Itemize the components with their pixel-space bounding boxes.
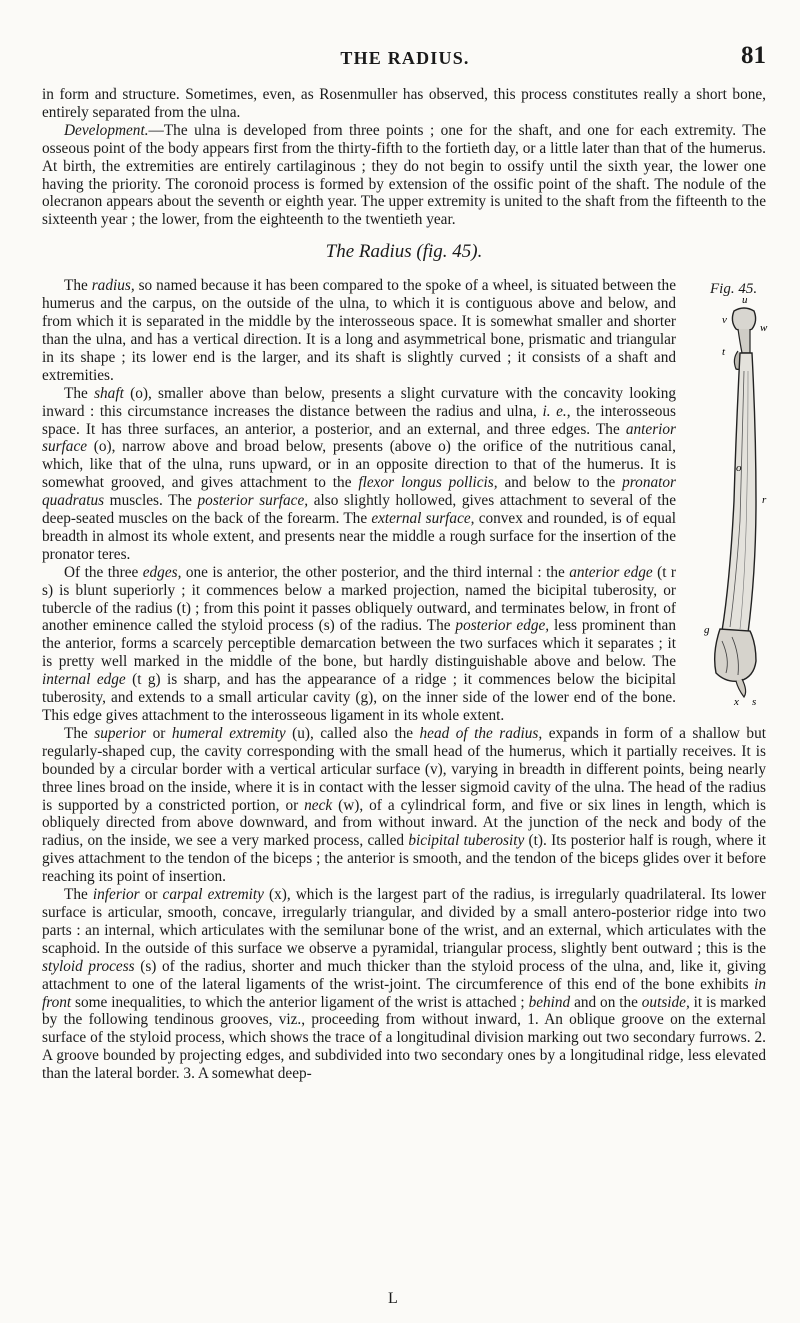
paragraph-edges: Of the three edges, one is anterior, the other posterior, and the third internal : the anterior edge (t r s) is blunt superiorly ; it commences below a marked projection, named the bicipital tuberosity, or tubercle of the radius (t) ; from this point it passes obliquely outward, and terminates below, in front of another eminence called the styloid process (s) of the radius. The posterior edge, less prominent than the anterior, forms a scarcely perceptible demarcation between the two surfaces which it separates ; it is pretty well marked in the middle of the bone, but hardly distinguishable above and below. The internal edge (t g) is sharp, and has the appearance of a ridge ; it commences below the bicipital tuberosity, and extends to a small articular cavity (g), on the inner side of the lower end of the bone. This edge gives attachment to the interosseous ligament in its whole extent. bbox=[42, 563, 677, 724]
radius-shaft bbox=[722, 353, 756, 633]
styloid-process bbox=[736, 679, 746, 697]
radius-bone-illustration bbox=[682, 281, 774, 711]
figure-label: Fig. 45. bbox=[710, 281, 758, 298]
paragraph-inferior-extremity: The inferior or carpal extremity (x), which is the largest part of the radius, is irregularly quadrilateral. Its lower surface is articular, smooth, concave, irregularly triangular, and divided by a small antero-posterior ridge into two parts : an internal, which articulates with the semilunar bone of the wrist, and an external, which articulates with the scaphoid. In the outside of this surface we observe a pyramidal, triangular process, slightly bent outward ; this is the styloid process (s) of the radius, shorter and much thicker than the styloid process of the ulna, and, like it, giving attachment to one of the lateral ligaments of the wrist-joint. The circumference of this end of the bone exhibits in front some inequalities, to which the anterior ligament of the wrist is attached ; behind and on the outside, it is marked by the following tendinous grooves, viz., proceeding from without inward, 1. An oblique groove on the external surface of the styloid process, which shows the trace of a longitudinal division marking out two secondary furrows. 2. A groove bounded by projecting edges, and subdivided into two secondary ones by a longitudinal ridge, less elevated than the lateral border. 3. A somewhat deep- bbox=[42, 886, 766, 1083]
paragraph-shaft: The shaft (o), smaller above than below, presents a slight curvature with the concavity looking inward : this circumstance increases the distance between the radius and ulna, i. e., the interosseous space. It has three surfaces, an anterior, a posterior, and an external, and three edges. The anterior surface (o), narrow above and broad below, presents (above o) the orifice of the nutritious canal, which, like that of the ulna, runs upward, or in an opposite direction to that of the humerus. It is somewhat grooved, and gives attachment to the flexor longus pollicis, and below to the pronator quadratus muscles. The posterior surface, also slightly hollowed, gives attachment to several of the deep-seated muscles on the back of the forearm. The external surface, convex and rounded, is of equal breadth in almost its whole extent, and presents near the middle a rough surface for the insertion of the pronator teres. bbox=[42, 384, 677, 563]
page-header bbox=[44, 42, 766, 76]
label-o: o bbox=[736, 462, 742, 475]
development-lead: Development. bbox=[64, 121, 149, 139]
paragraph-superior-extremity: The superior or humeral extremity (u), called also the head of the radius, expands in form of a shallow but regularly-shaped cup, the cavity corresponding with the small head of the humerus, which it partially receives. It is bounded by a circular border with a vertical articular surface (v), varying in breadth in different points, being nearly three lines broad on the inside, where it is in contact with the lesser sigmoid cavity of the ulna. The head of the radius is supported by a constricted portion, or neck (w), of a cylindrical form, and five or six lines in length, which is obliquely directed from above downward, and from without inward. At the junction of the neck and body of the radius, on the inside, we see a very marked process, called bicipital tuberosity (t). Its posterior half is rough, where it gives attachment to the tendon of the biceps ; the anterior is smooth, and the tendon of the biceps glides over it before reaching its point of insertion. bbox=[42, 724, 766, 886]
catchword: L bbox=[388, 1290, 398, 1307]
radius-head bbox=[732, 308, 755, 331]
paragraph-radius-intro: The radius, so named because it has been compared to the spoke of a wheel, is situated between the humerus and the carpus, on the outside of the ulna, to which it is contiguous above and below, and from which it is separated in the middle by the interosseous space. It is somewhat smaller and shorter than the ulna, and has a vertical direction. It is a long and asymmetrical bone, prismatic and triangular in its shape ; its lower end is the larger, and its shaft is slightly curved ; it consists of a shaft and extremities. bbox=[42, 277, 676, 384]
label-s: s bbox=[752, 696, 757, 709]
carpal-extremity bbox=[715, 629, 756, 681]
paragraph-development: Development.—The ulna is developed from three points ; one for the shaft, and one for each extremity. The osseous point of the body appears first from the thirty-fifth to the fortieth day, or a little later than that of the humerus. At birth, the extremities are entirely cartilaginous ; they do not begin to ossify until the sixth year, the lower one having the priority. The coronoid process is formed by extension of the ossific point of the shaft. The nodule of the olecranon appears about the seventh or eighth year. The upper extremity is united to the shaft from the fifteenth to the sixteenth year ; the lower, from the eighteenth to the twentieth year. bbox=[42, 121, 766, 229]
label-v: v bbox=[722, 314, 727, 327]
label-u: u bbox=[742, 294, 748, 307]
label-r: r bbox=[762, 494, 767, 507]
label-g: g bbox=[704, 624, 710, 637]
label-w: w bbox=[760, 322, 768, 335]
label-x: x bbox=[734, 696, 739, 709]
body-text bbox=[42, 86, 766, 1083]
radius-neck bbox=[738, 329, 750, 353]
section-heading-radius: The Radius (fig. 45). bbox=[325, 241, 483, 263]
page-number: 81 bbox=[741, 42, 766, 69]
figure-45 bbox=[682, 281, 774, 711]
running-head: THE RADIUS. bbox=[340, 48, 470, 68]
label-t: t bbox=[722, 346, 726, 359]
paragraph-ulna-continued: in form and structure. Sometimes, even, as Rosenmuller has observed, this process constitutes really a short bone, entirely separated from the ulna. bbox=[42, 86, 766, 121]
